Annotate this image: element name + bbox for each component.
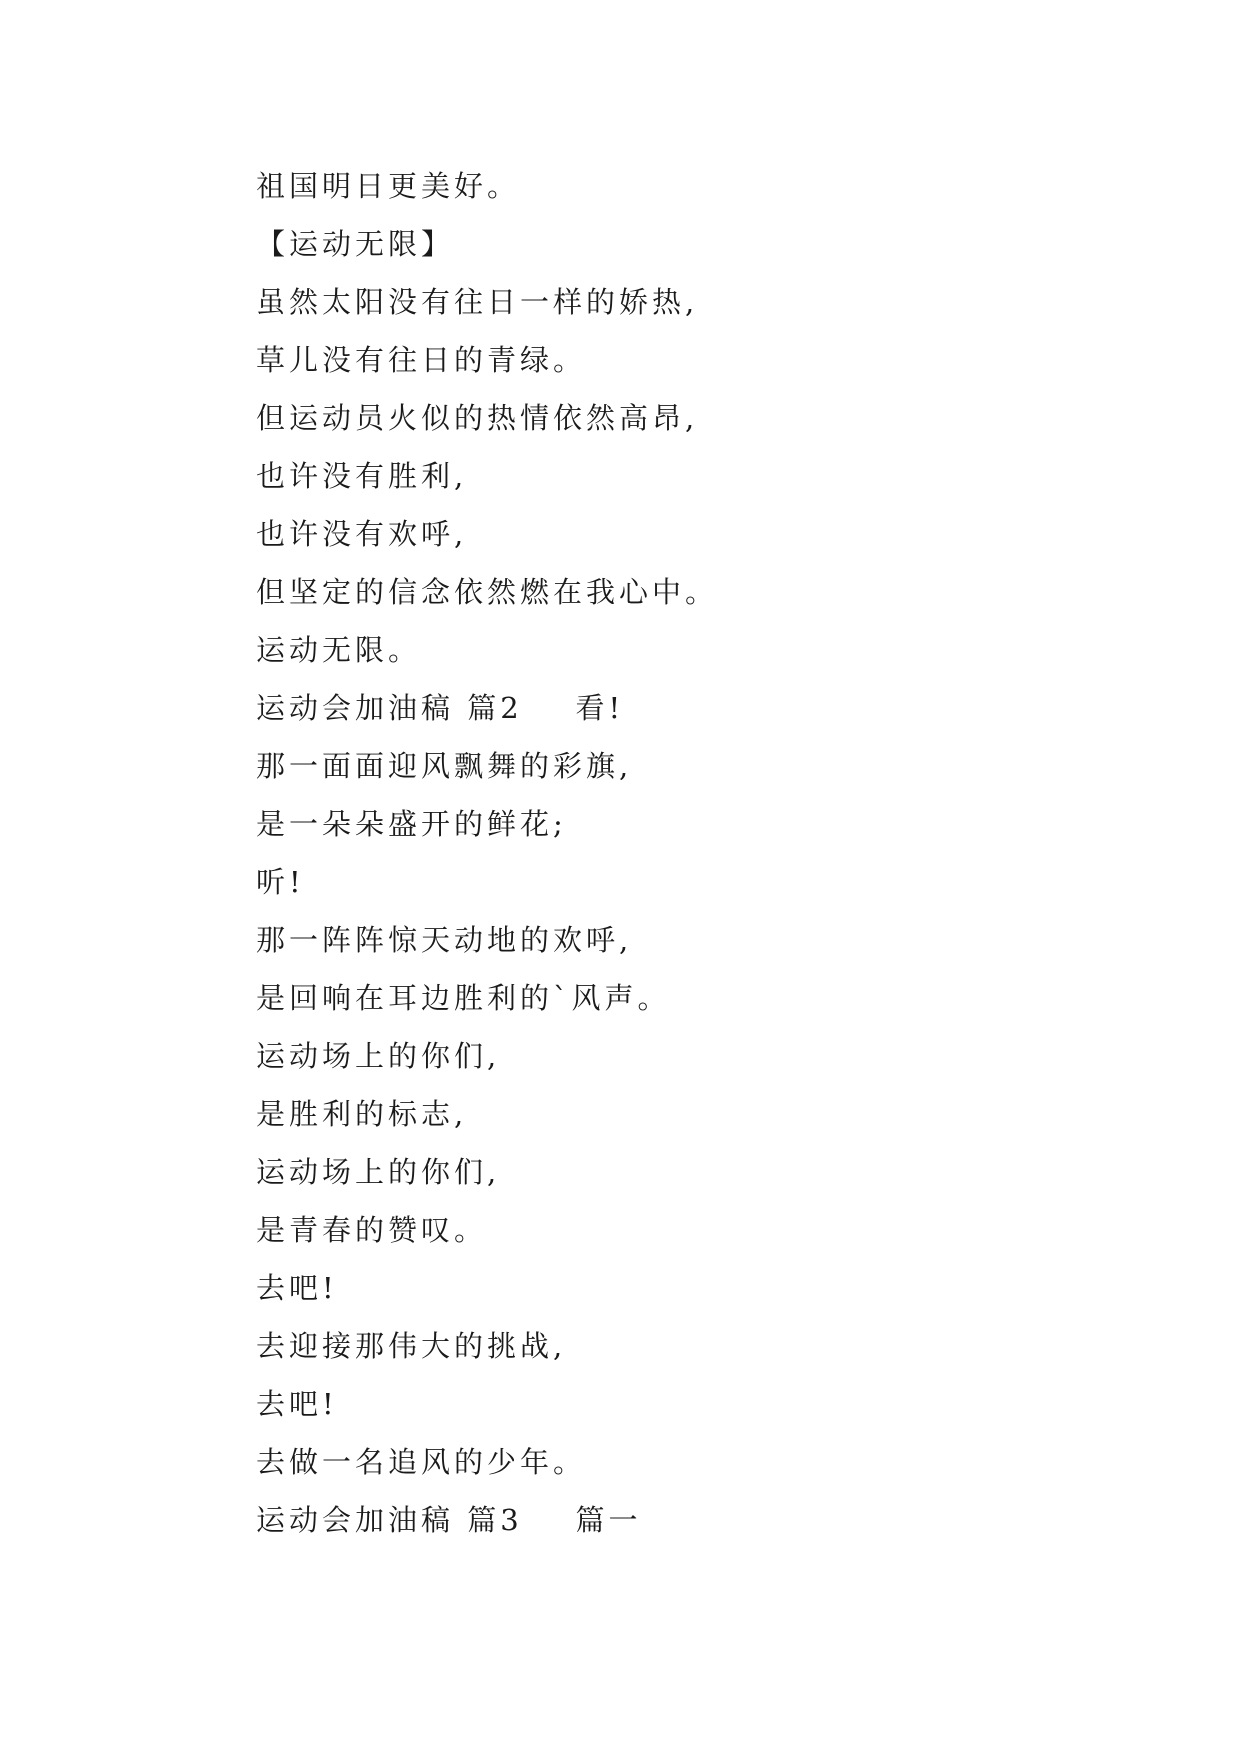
text-line: 去迎接那伟大的挑战,: [256, 1329, 567, 1363]
text-line: 运动场上的你们,: [256, 1039, 501, 1073]
text-line: 去吧!: [256, 1271, 338, 1305]
section-heading: 【运动无限】: [256, 227, 455, 261]
text-line: 去做一名追风的少年。: [256, 1445, 587, 1479]
article-heading: 运动会加油稿 篇2 看!: [256, 691, 625, 725]
text-line: 是回响在耳边胜利的`风声。: [256, 981, 671, 1015]
text-line: 听!: [256, 865, 305, 899]
document-body: [256, 157, 718, 1549]
text-line: 虽然太阳没有往日一样的娇热,: [256, 285, 699, 319]
text-line: 草儿没有往日的青绿。: [256, 343, 587, 377]
text-line: 是一朵朵盛开的鲜花;: [256, 807, 567, 841]
text-line: 也许没有欢呼,: [256, 517, 468, 551]
text-line: 是胜利的标志,: [256, 1097, 468, 1131]
text-line: 也许没有胜利,: [256, 459, 468, 493]
text-line: 祖国明日更美好。: [256, 169, 521, 203]
article-heading: 运动会加油稿 篇3 篇一: [256, 1503, 642, 1537]
text-line: 运动无限。: [256, 633, 422, 667]
text-line: 但运动员火似的热情依然高昂,: [256, 401, 699, 435]
text-line: 那一面面迎风飘舞的彩旗,: [256, 749, 633, 783]
text-line: 那一阵阵惊天动地的欢呼,: [256, 923, 633, 957]
text-line: 是青春的赞叹。: [256, 1213, 488, 1247]
text-line: 去吧!: [256, 1387, 338, 1421]
text-line: 运动场上的你们,: [256, 1155, 501, 1189]
text-line: 但坚定的信念依然燃在我心中。: [256, 575, 719, 609]
